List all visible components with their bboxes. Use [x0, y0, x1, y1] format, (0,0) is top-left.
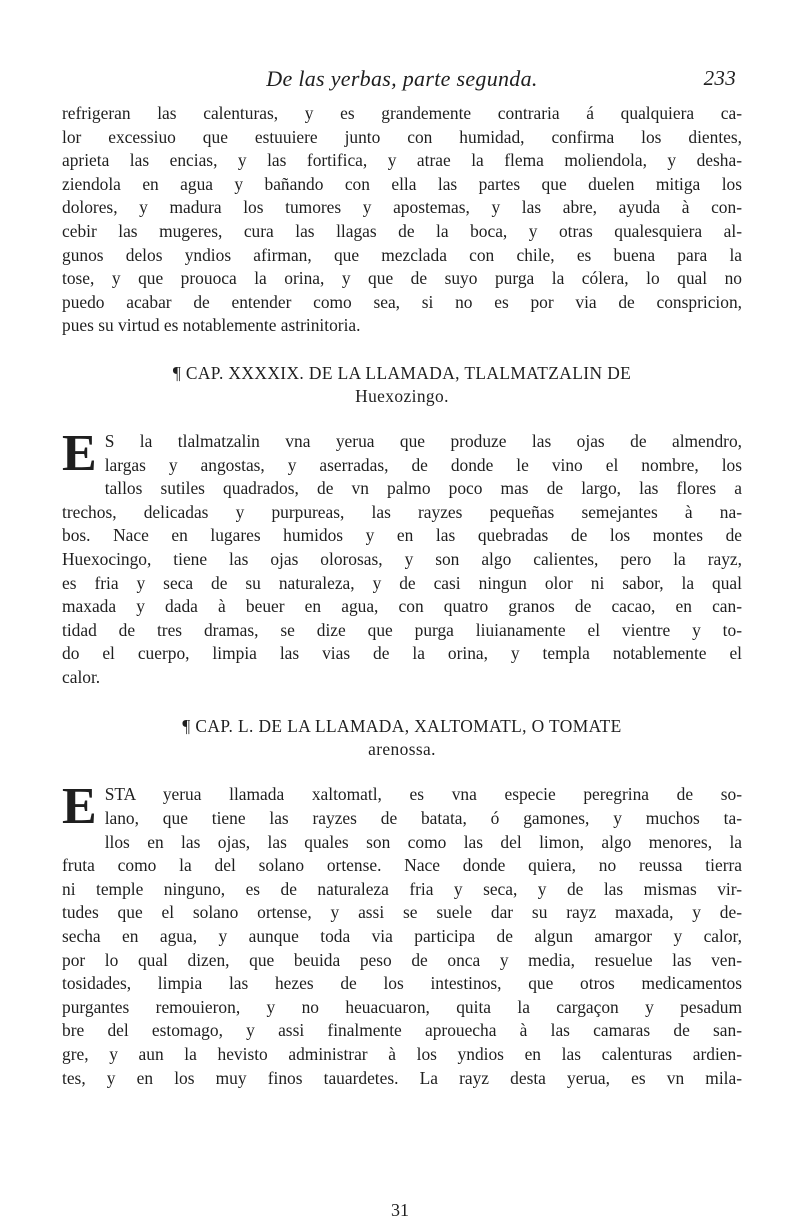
text-line: calor.	[62, 666, 101, 687]
chapter-50-paragraph	[62, 778, 742, 1090]
chapter-heading-50	[62, 715, 742, 761]
text-line: bos. Nace en lugares humidos y en las quebradas de los montes de	[62, 525, 742, 546]
chapter-49-paragraph	[62, 424, 742, 690]
text-line: maxada y dada à beuer en agua, con quatro granos de cacao, en can-	[62, 596, 742, 617]
intro-paragraph	[62, 102, 742, 338]
drop-cap: E	[62, 424, 97, 482]
text-line: trechos, delicadas y purpureas, las rayzes pequeñas semejantes à na-	[62, 501, 742, 522]
text-line: tosidades, limpia las hezes de los intestinos, que otros medicamentos	[62, 973, 742, 994]
text-line: secha en agua, y aunque toda via participa de algun amargor y calor,	[62, 926, 742, 947]
text-line: largas y angostas, y aserradas, de donde le vino el nombre, los	[104, 454, 742, 475]
chapter-subtitle: arenossa.	[368, 739, 436, 760]
text-line: refrigeran las calenturas, y es grandemente contraria á qualquiera ca-	[62, 103, 742, 123]
chapter-subtitle: Huexozingo.	[355, 385, 449, 406]
text-line: gunos delos yndios afirman, que mezclada con chile, es buena para la	[62, 244, 742, 265]
text-line: por lo qual dizen, que beuida peso de onca y media, resuelue las ven-	[62, 949, 742, 970]
chapter-heading-49	[62, 362, 742, 408]
text-line: purgantes remouieron, y no heuacuaron, quita la cargaçon y pesadum	[62, 996, 742, 1017]
text-line: es fria y seca de su naturaleza, y de casi ningun olor ni sabor, la qual	[62, 572, 742, 593]
text-line: Huexocingo, tiene las ojas olorosas, y son algo calientes, pero la rayz,	[62, 548, 742, 569]
text-line: tidad de tres dramas, se dize que purga liuianamente el vientre y to-	[62, 619, 742, 640]
text-line: fruta como la del solano ortense. Nace donde quiera, no reussa tierra	[62, 855, 742, 876]
signature-mark: 31	[391, 1200, 409, 1220]
text-line: lano, que tiene las rayzes de batata, ó gamones, y muchos ta-	[104, 808, 742, 829]
text-line: tose, y que prouoca la orina, y que de suyo purga la cólera, lo qual no	[62, 268, 742, 289]
text-line: ni temple ninguno, es de naturaleza fria y seca, y de las mismas vir-	[62, 878, 742, 899]
page-number: 233	[703, 66, 736, 90]
text-line: ziendola en agua y bañando con ella las partes que duelen mitiga los	[62, 173, 742, 194]
text-line: cebir las mugeres, cura las llagas de la boca, y otras qualesquiera al-	[62, 220, 742, 241]
running-head-title: De las yerbas, parte segunda.	[266, 66, 538, 91]
chapter-title: ¶ CAP. L. DE LA LLAMADA, XALTOMATL, O TOMATE	[182, 716, 622, 737]
text-line: lor excessiuo que estuuiere junto con humidad, confirma los dientes,	[62, 126, 742, 147]
text-line: gre, y aun la hevisto administrar à los yndios en las calenturas ardien-	[62, 1044, 742, 1064]
text-line: puedo acabar de entender como sea, si no es por via de conspricion,	[62, 291, 742, 312]
text-line: tallos sutiles quadrados, de vn palmo poco mas de largo, las flores a	[104, 478, 742, 499]
text-line: tes, y en los muy finos tauardetes. La rayz desta yerua, es vn mila-	[62, 1067, 742, 1088]
text-line: tudes que el solano ortense, y assi se suele dar su rayz maxada, y de-	[62, 902, 742, 923]
drop-cap: E	[62, 778, 97, 836]
text-line: S la tlalmatzalin vna yerua que produze las ojas de almendro,	[104, 430, 742, 451]
text-line: STA yerua llamada xaltomatl, es vna especie peregrina de so-	[104, 784, 742, 805]
text-line: aprieta las encias, y las fortifica, y atrae la flema moliendola, y desha-	[62, 150, 742, 171]
text-line: bre del estomago, y assi finalmente aprouecha à las camaras de san-	[62, 1020, 742, 1041]
text-line: llos en las ojas, las quales son como las del limon, algo menores, la	[104, 831, 742, 852]
text-line: pues su virtud es notablemente astrinitoria.	[62, 315, 361, 336]
text-line: dolores, y madura los tumores y apostemas, y las abre, ayuda à con-	[62, 197, 742, 218]
running-head	[62, 66, 742, 102]
text-line: do el cuerpo, limpia las vias de la orina, y templa notablemente el	[62, 643, 742, 664]
chapter-title: ¶ CAP. XXXXIX. DE LA LLAMADA, TLALMATZALIN DE	[172, 362, 632, 383]
